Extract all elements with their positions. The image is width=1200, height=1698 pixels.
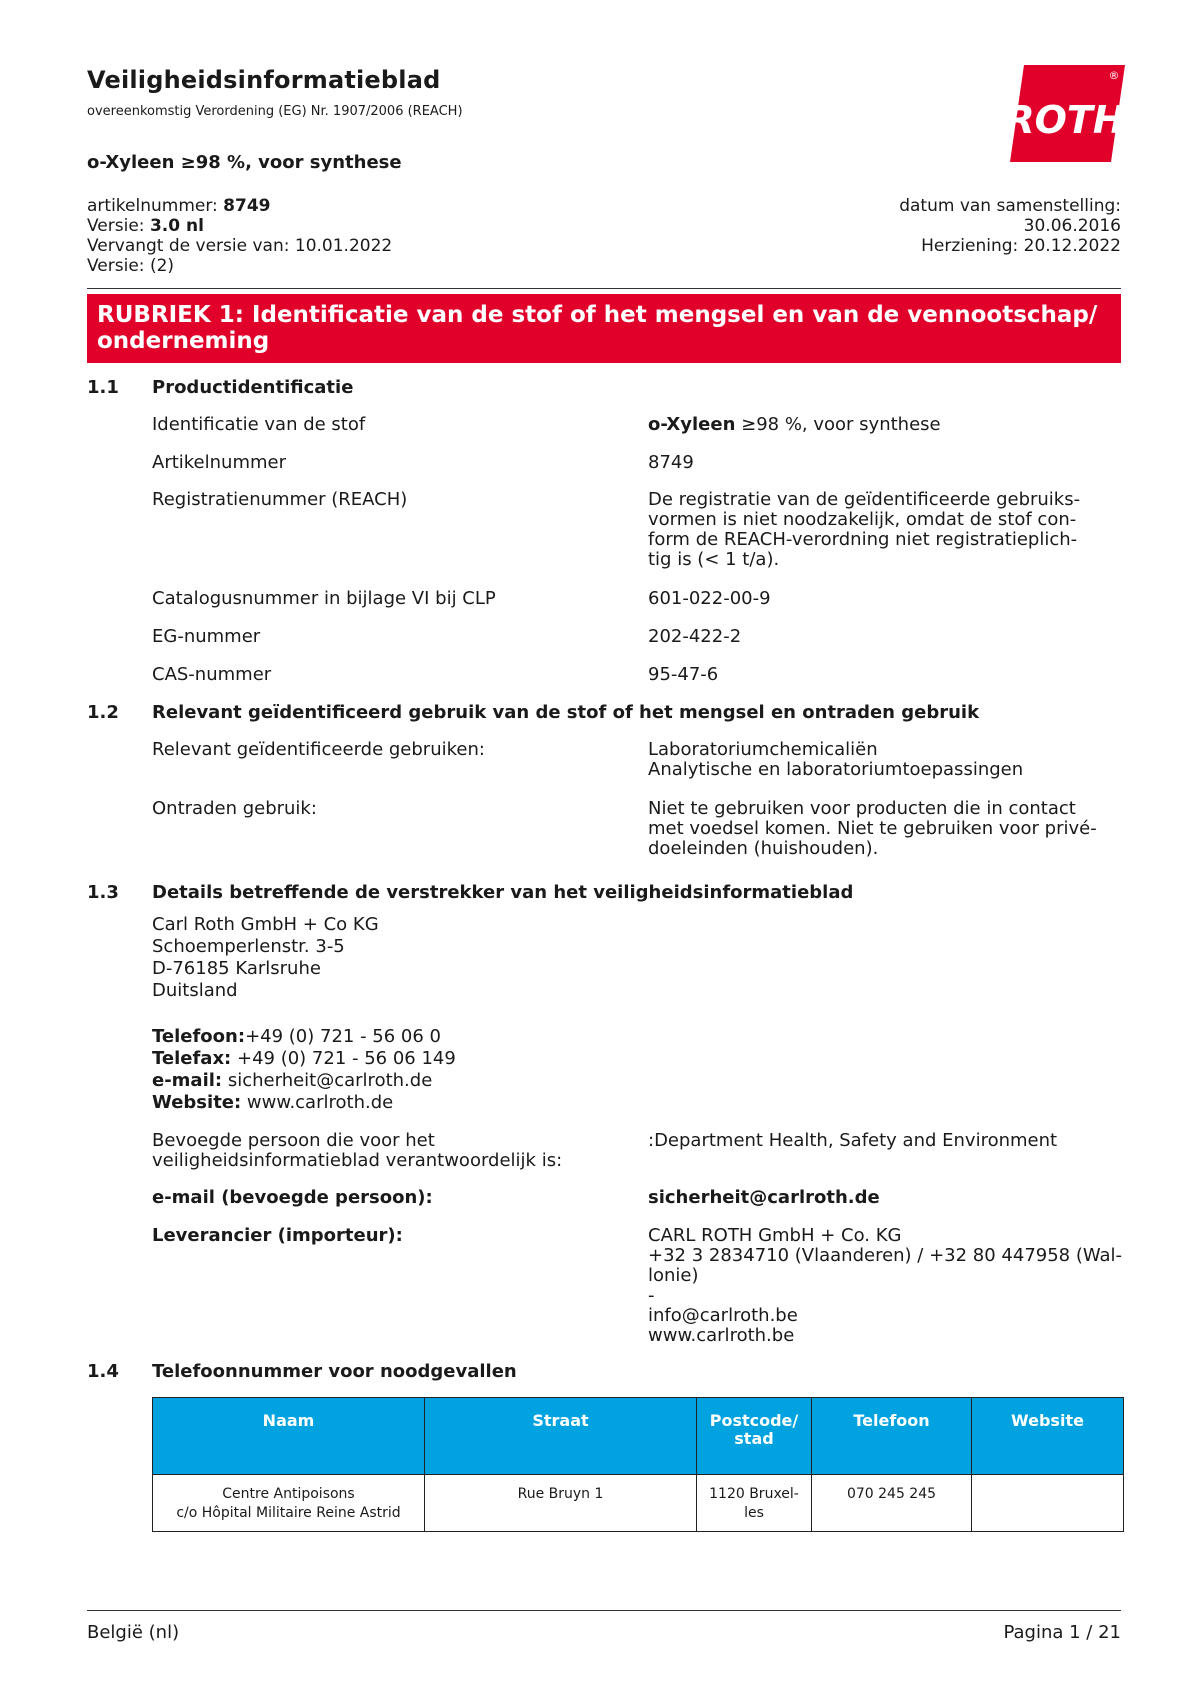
use-line: Laboratoriumchemicaliën	[648, 739, 878, 760]
header-city: Postcode/ stad	[697, 1398, 812, 1475]
article-value: 8749	[223, 196, 271, 216]
label-reach-number: Registratienummer (REACH)	[152, 489, 408, 510]
value-responsible-person: :Department Health, Safety and Environment	[648, 1130, 1058, 1151]
address-line: Schoemperlenstr. 3-5	[152, 936, 345, 957]
replaces-label: Vervangt de versie van:	[87, 236, 290, 256]
cell-line: les	[744, 1505, 764, 1521]
section-1-header	[87, 294, 1121, 363]
document-title: Veiligheidsinformatieblad	[87, 66, 441, 94]
fax-value: +49 (0) 721 - 56 06 149	[231, 1048, 456, 1069]
value-email-person: sicherheit@carlroth.de	[648, 1187, 880, 1208]
logo-registered-mark: ®	[1108, 69, 1120, 82]
supplier-address	[152, 914, 379, 1002]
version-value: 3.0 nl	[149, 216, 204, 236]
supplier-line: CARL ROTH GmbH + Co. KG	[648, 1225, 902, 1246]
label-cas-number: CAS-nummer	[152, 664, 272, 685]
replaces-value: 10.01.2022	[294, 236, 393, 256]
header-street: Straat	[425, 1398, 697, 1475]
header-divider	[87, 288, 1121, 289]
cell-street: Rue Bruyn 1	[425, 1475, 697, 1532]
roth-logo	[1010, 65, 1125, 162]
value-supplier	[648, 1226, 1123, 1346]
fax-label: Telefax:	[152, 1048, 232, 1069]
cell-name	[153, 1475, 425, 1532]
value-article-number: 8749	[648, 452, 694, 473]
supplier-line: www.carlroth.be	[648, 1325, 795, 1346]
version2-value: (2)	[149, 256, 175, 276]
label-relevant-uses: Relevant geïdentificeerde gebruiken:	[152, 739, 485, 760]
subsection-number-1-2: 1.2	[87, 702, 119, 723]
website-value: www.carlroth.de	[241, 1092, 394, 1113]
label-eg-number: EG-nummer	[152, 626, 261, 647]
value-cas-number: 95-47-6	[648, 664, 719, 685]
advised-line: met voedsel komen. Niet te gebruiken voor privé-	[648, 818, 1097, 839]
compiled-label: datum van samenstelling:	[899, 196, 1121, 216]
label-responsible-person	[152, 1131, 562, 1171]
value-substance-id	[648, 415, 1123, 435]
label-advised-against: Ontraden gebruik:	[152, 798, 317, 819]
label-substance-id: Identificatie van de stof	[152, 414, 366, 435]
revision-value: 20.12.2022	[1023, 236, 1121, 256]
cell-line: 1120 Bruxel-	[709, 1486, 799, 1502]
value-eg-number: 202-422-2	[648, 626, 742, 647]
responsible-line: Bevoegde persoon die voor het	[152, 1130, 435, 1151]
meta-left	[87, 196, 392, 276]
table-row	[153, 1475, 1124, 1532]
subsection-title-1-2: Relevant geïdentificeerd gebruik van de stof of het mengsel en ontraden gebruik	[152, 702, 980, 723]
reach-line: form de REACH-verordning niet registratieplich-	[648, 529, 1078, 550]
subsection-number-1-4: 1.4	[87, 1361, 119, 1382]
document-subtitle: overeenkomstig Verordening (EG) Nr. 1907/2006 (REACH)	[87, 104, 463, 119]
label-email-person: e-mail (bevoegde persoon):	[152, 1187, 433, 1208]
footer-country: België (nl)	[87, 1622, 180, 1643]
responsible-line: veiligheidsinformatieblad verantwoordelijk is:	[152, 1150, 563, 1171]
header-website: Website	[972, 1398, 1124, 1475]
supplier-line: +32 3 2834710 (Vlaanderen) / +32 80 447958 (Wal-	[648, 1245, 1123, 1266]
value-relevant-uses	[648, 740, 1123, 780]
label-clp-catalog: Catalogusnummer in bijlage VI bij CLP	[152, 588, 496, 609]
article-label: artikelnummer:	[87, 196, 218, 216]
address-line: D-76185 Karlsruhe	[152, 958, 321, 979]
website-label: Website:	[152, 1092, 242, 1113]
value-substance-grade: ≥98 %, voor synthese	[735, 414, 941, 435]
supplier-line: info@carlroth.be	[648, 1305, 798, 1326]
cell-city	[697, 1475, 812, 1532]
revision-label: Herziening:	[921, 236, 1019, 256]
label-supplier: Leverancier (importeur):	[152, 1225, 403, 1246]
section-1-title-line2: onderneming	[97, 328, 270, 354]
section-1-title-line1: RUBRIEK 1: Identificatie van de stof of het mengsel en van de vennootschap/	[97, 302, 1098, 328]
cell-line: c/o Hôpital Militaire Reine Astrid	[176, 1505, 401, 1521]
version-label: Versie:	[87, 216, 145, 236]
product-title: o-Xyleen ≥98 %, voor synthese	[87, 152, 402, 173]
address-line: Duitsland	[152, 980, 238, 1001]
emergency-table	[152, 1397, 1124, 1532]
address-line: Carl Roth GmbH + Co KG	[152, 914, 379, 935]
supplier-line: -	[648, 1285, 655, 1306]
value-reach-number	[648, 490, 1123, 570]
header-name: Naam	[153, 1398, 425, 1475]
reach-line: tig is (< 1 t/a).	[648, 549, 780, 570]
table-header-row	[153, 1398, 1124, 1475]
subsection-number-1-3: 1.3	[87, 882, 119, 903]
subsection-number-1-1: 1.1	[87, 377, 119, 398]
reach-line: vormen is niet noodzakelijk, omdat de stof con-	[648, 509, 1077, 530]
meta-right	[899, 196, 1121, 256]
subsection-title-1-1: Productidentificatie	[152, 377, 354, 398]
subsection-title-1-3: Details betreffende de verstrekker van het veiligheidsinformatieblad	[152, 882, 854, 903]
phone-value: +49 (0) 721 - 56 06 0	[245, 1026, 441, 1047]
reach-line: De registratie van de geïdentificeerde gebruiks-	[648, 489, 1081, 510]
email-value: sicherheit@carlroth.de	[222, 1070, 433, 1091]
cell-website	[972, 1475, 1124, 1532]
compiled-value: 30.06.2016	[1023, 216, 1121, 236]
use-line: Analytische en laboratoriumtoepassingen	[648, 759, 1024, 780]
advised-line: doeleinden (huishouden).	[648, 838, 879, 859]
supplier-line: lonie)	[648, 1265, 699, 1286]
cell-phone: 070 245 245	[812, 1475, 972, 1532]
logo-text: ROTH	[1010, 98, 1125, 142]
email-label: e-mail:	[152, 1070, 223, 1091]
header-phone: Telefoon	[812, 1398, 972, 1475]
value-substance-name: o-Xyleen	[648, 414, 736, 435]
label-article-number: Artikelnummer	[152, 452, 286, 473]
phone-label: Telefoon:	[152, 1026, 246, 1047]
version2-label: Versie:	[87, 256, 145, 276]
supplier-contacts	[152, 1026, 456, 1114]
footer-divider	[87, 1610, 1121, 1611]
value-advised-against	[648, 799, 1123, 859]
advised-line: Niet te gebruiken voor producten die in contact	[648, 798, 1076, 819]
subsection-title-1-4: Telefoonnummer voor noodgevallen	[152, 1361, 517, 1382]
cell-line: Centre Antipoisons	[222, 1486, 355, 1502]
value-clp-catalog: 601-022-00-9	[648, 588, 771, 609]
footer-page-number: Pagina 1 / 21	[1003, 1622, 1121, 1643]
